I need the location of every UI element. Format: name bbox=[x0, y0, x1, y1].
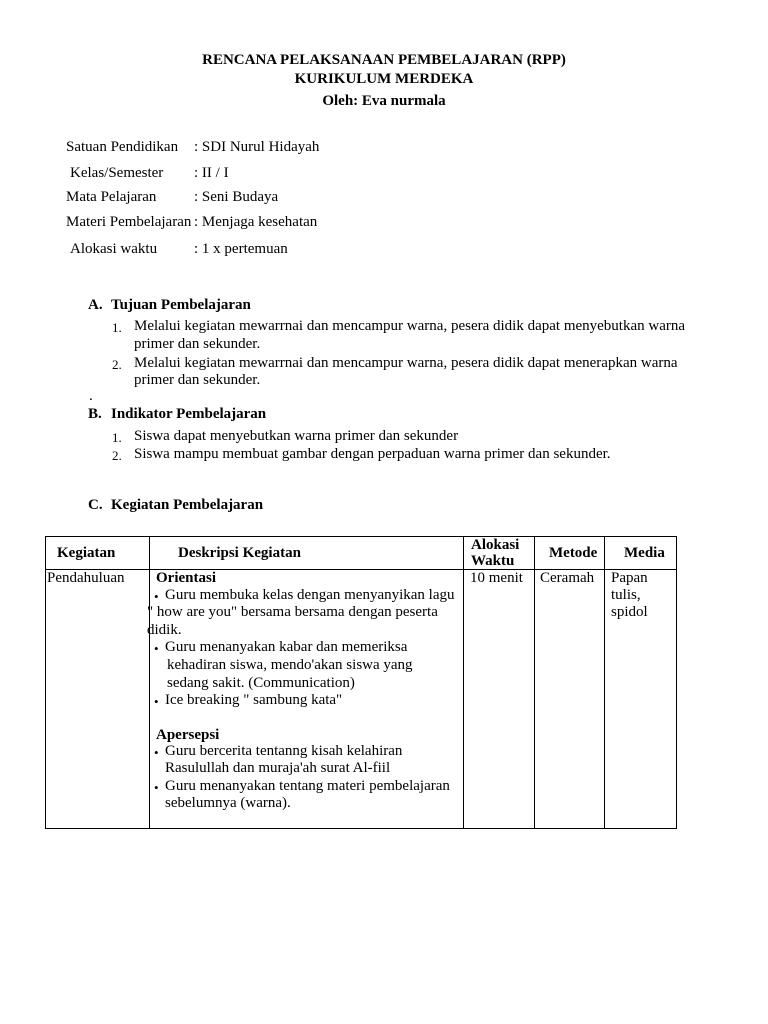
description-line: sebelumnya (warna). bbox=[165, 795, 291, 811]
info-value: : Menjaga kesehatan bbox=[194, 214, 318, 230]
description-line: didik. bbox=[147, 622, 182, 638]
bullet-icon: • bbox=[154, 641, 159, 656]
list-item: Melalui kegiatan mewarrnai dan mencampur warna, pesera didik dapat menerapkan warna bbox=[134, 355, 678, 371]
document-author: Oleh: Eva nurmala bbox=[322, 93, 446, 109]
info-label: Materi Pembelajaran bbox=[66, 214, 192, 230]
header-alokasi bbox=[464, 537, 535, 570]
apersepsi-heading: Apersepsi bbox=[156, 727, 220, 743]
info-label: Kelas/Semester bbox=[70, 165, 164, 181]
info-value: : SDI Nurul Hidayah bbox=[194, 139, 320, 155]
info-label: Mata Pelajaran bbox=[66, 189, 157, 205]
bullet-icon: • bbox=[154, 694, 159, 709]
info-value: : Seni Budaya bbox=[194, 189, 279, 205]
alokasi-value: 10 menit bbox=[470, 570, 523, 586]
list-number: 2. bbox=[112, 448, 122, 463]
header-media: Media bbox=[605, 537, 677, 570]
section-heading: Tujuan Pembelajaran bbox=[111, 297, 251, 313]
media-line: spidol bbox=[611, 604, 648, 620]
description-line: Guru bercerita tentanng kisah kelahiran bbox=[165, 743, 403, 759]
list-number: 1. bbox=[112, 430, 122, 445]
bullet-icon: • bbox=[154, 745, 159, 760]
bullet-icon: • bbox=[154, 589, 159, 604]
stray-dot: . bbox=[89, 388, 93, 404]
description-line: Guru menanyakan tentang materi pembelajaran bbox=[165, 778, 450, 794]
cell-deskripsi bbox=[147, 570, 464, 829]
metode-value: Ceramah bbox=[540, 570, 595, 586]
description-line: " how are you" bersama bersama dengan peserta bbox=[147, 604, 438, 620]
list-number: 2. bbox=[112, 357, 122, 372]
list-item-continuation: primer dan sekunder. bbox=[134, 336, 261, 352]
kegiatan-value: Pendahuluan bbox=[47, 570, 125, 586]
description-line: Ice breaking " sambung kata" bbox=[165, 692, 343, 708]
section-marker: A. bbox=[88, 297, 103, 313]
document-title: RENCANA PELAKSANAAN PEMBELAJARAN (RPP) bbox=[202, 52, 566, 68]
table-row bbox=[46, 570, 677, 829]
list-item: Siswa mampu membuat gambar dengan perpaduan warna primer dan sekunder. bbox=[134, 446, 611, 462]
info-label: Satuan Pendidikan bbox=[66, 139, 179, 155]
description-line: Guru menanyakan kabar dan memeriksa bbox=[165, 639, 408, 655]
description-line: Guru membuka kelas dengan menyanyikan lagu bbox=[165, 587, 455, 603]
cell-media bbox=[605, 570, 677, 829]
list-item: Siswa dapat menyebutkan warna primer dan sekunder bbox=[134, 428, 459, 444]
media-line: tulis, bbox=[611, 587, 641, 603]
description-line: Rasulullah dan muraja'ah surat Al-fiil bbox=[165, 760, 391, 776]
orientasi-heading: Orientasi bbox=[156, 570, 216, 586]
description-line: kehadiran siswa, mendo'akan siswa yang bbox=[167, 657, 413, 673]
bullet-icon: • bbox=[154, 780, 159, 795]
list-item: Melalui kegiatan mewarrnai dan mencampur warna, pesera didik dapat menyebutkan warna bbox=[134, 318, 686, 334]
list-item-continuation: primer dan sekunder. bbox=[134, 372, 261, 388]
table-header-row bbox=[46, 537, 677, 570]
list-number: 1. bbox=[112, 320, 122, 335]
media-line: Papan bbox=[611, 570, 648, 586]
document-subtitle: KURIKULUM MERDEKA bbox=[294, 71, 474, 87]
info-label: Alokasi waktu bbox=[70, 241, 158, 257]
header-deskripsi: Deskripsi Kegiatan bbox=[150, 537, 464, 570]
info-value: : II / I bbox=[194, 165, 229, 181]
section-marker: C. bbox=[88, 497, 103, 513]
cell-alokasi bbox=[464, 570, 535, 829]
info-value: : 1 x pertemuan bbox=[194, 241, 288, 257]
header-kegiatan: Kegiatan bbox=[46, 537, 150, 570]
kegiatan-table bbox=[45, 536, 677, 829]
description-line: sedang sakit. (Communication) bbox=[167, 675, 355, 691]
header-metode: Metode bbox=[535, 537, 605, 570]
cell-metode bbox=[535, 570, 605, 829]
cell-kegiatan bbox=[46, 570, 150, 829]
section-heading: Kegiatan Pembelajaran bbox=[111, 497, 264, 513]
header-alokasi-line1: Alokasi bbox=[471, 537, 520, 553]
section-heading: Indikator Pembelajaran bbox=[111, 406, 267, 422]
header-alokasi-line2: Waktu bbox=[471, 553, 515, 569]
section-marker: B. bbox=[88, 406, 102, 422]
